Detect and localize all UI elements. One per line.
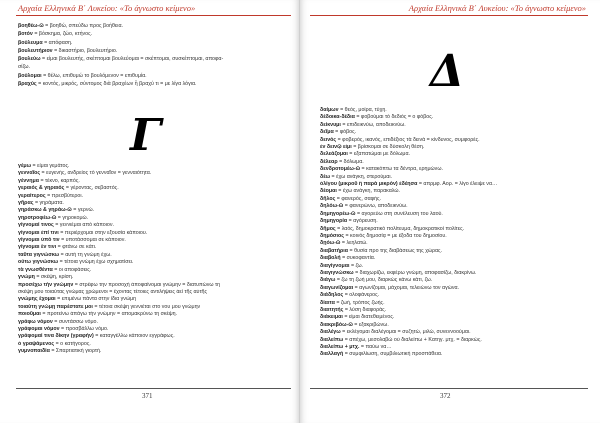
entry-term: γηράσκω & γηράω-ῶ [18, 207, 72, 214]
glossary-entry [320, 159, 590, 166]
glossary-entry [320, 300, 590, 307]
entry-definition: = συκοφαντία. [340, 255, 376, 262]
entry-definition: = φοβούμαι τὸ δεδιός = ο φόβος. [354, 114, 434, 121]
glossary-entry [320, 307, 590, 314]
entry-definition: = κοινός δημοσίᾳ = με έξοδα του δημοσίου. [344, 232, 447, 239]
glossary-entry [18, 237, 288, 244]
page-header-title: Αρχαία Ελληνικά Β΄ Λυκείου: «Το άγνωστο κείμενο» [18, 3, 196, 13]
glossary-entry [320, 218, 590, 225]
entry-definition: = φτάνω σε κάτι. [56, 244, 97, 251]
entry-definition: = είμαι διατεθειμένος. [342, 314, 395, 321]
entry-term: δείκνυμι [320, 121, 341, 128]
glossary-entry [320, 240, 590, 247]
glossary-entry [320, 226, 590, 233]
entry-definition: = λαός, δημοκρατικό πολίτευμα, δημοκρατικοί πολίτες. [335, 225, 465, 232]
entry-term: δέω [320, 173, 331, 180]
entry-definition: = ο κατήγορος. [54, 340, 91, 347]
entry-term: ταῦτα γιγνώσκω [18, 251, 60, 258]
entry-term: δηλόω-ῶ [320, 203, 344, 210]
entry-term: γενναῖος [18, 170, 41, 177]
entry-definition: σίζω. [18, 64, 31, 71]
page-header-title: Αρχαία Ελληνικά Β΄ Λυκείου: «Το άγνωστο κείμενο» [408, 3, 586, 13]
entry-term: δέομαι [320, 188, 337, 195]
entry-term: βραχύς [18, 81, 37, 88]
glossary-entry [18, 22, 288, 30]
entry-term: διαγίγνομαι [320, 262, 350, 269]
glossary-entry [18, 185, 288, 192]
entry-definition: = πρεσβύτεροι. [45, 192, 83, 199]
entry-term: γίγνομαι ἔν τινι [18, 244, 57, 251]
entry-term: γνώμη [18, 274, 35, 281]
entry-term: διάδηλος [320, 292, 344, 299]
header-rule [16, 15, 291, 16]
entry-definition: = εξακριβώνω. [352, 321, 389, 328]
entry-definition: = οι αποφάσεις. [52, 266, 92, 273]
glossary-entry [18, 80, 288, 88]
glossary-entry [18, 63, 288, 71]
entry-term: διάκειμαι [320, 314, 343, 321]
entry-definition: = είμαι γεμάτος. [31, 163, 70, 169]
glossary-entry [320, 337, 590, 344]
glossary-entry [18, 326, 288, 333]
entry-definition: = απρμφ. Αορ. = λίγο έλειψε να… [417, 181, 498, 188]
glossary-entry [18, 47, 288, 55]
glossary-entry [18, 230, 288, 237]
entry-definition: = απέχω, μεσολαβώ οὐ διαλείπω + Κατηγ. μτχ. = διαρκώς. [343, 336, 482, 343]
entry-definition: = έχω ανάγκη, στερούμαι. [330, 173, 393, 180]
entry-term: γράφομαι νόμον [18, 325, 60, 332]
entry-term: δαίμων [320, 107, 339, 113]
entry-definition: = ολοφάνερος. [343, 292, 380, 299]
entry-term: βούλευμα [18, 39, 43, 46]
entry-definition: = φόβος. [333, 129, 357, 136]
entry-term: διαλείπω + μτχ. [320, 344, 360, 350]
entry-term: διαγιγνώσκω [320, 269, 354, 276]
glossary-entry [320, 129, 590, 136]
entry-definition: = επιμένω πάντα στην ίδια γνώμη [55, 296, 137, 303]
footer-rule [16, 388, 291, 389]
entry-definition: = συντάσσω νόμο. [52, 318, 98, 325]
entry-term: δημηγορία [320, 218, 348, 225]
entry-definition: = εξαπατώμαι με δόλωμα. [347, 151, 411, 158]
entry-definition: = έχω ανάγκη, παρακαλώ. [336, 188, 400, 195]
entry-term: δημηγορέω-ῶ [320, 210, 356, 217]
glossary-entry [320, 181, 590, 188]
entry-term: δέλεαρ [320, 158, 338, 165]
header-rule [310, 15, 588, 16]
entry-definition: = θέλω, επιθυμώ το βουλόμενον = επιθυμία. [41, 72, 147, 79]
entry-definition: = βοηθώ, σπεύδω προς βοήθεια. [43, 23, 124, 29]
entry-term: διαλλαγή [320, 351, 344, 358]
beta-entries-list [18, 22, 288, 88]
glossary-entry [320, 322, 590, 329]
glossary-entry [320, 270, 590, 277]
entry-definition: = συμφιλίωση, συμβιλιωτική προσπάθεια. [343, 351, 443, 358]
entry-term: δεινός [320, 136, 337, 143]
glossary-entry [18, 296, 288, 303]
glossary-entry [320, 255, 590, 262]
entry-term: βουλεύω [18, 56, 41, 63]
glossary-entry [320, 144, 590, 151]
section-letter-delta: Δ [430, 46, 465, 97]
entry-definition: = προτείνω ἀπάγω τὴν γνώμην = απομακρύνω τη σκέψη. [40, 311, 178, 318]
glossary-entry [18, 341, 288, 348]
entry-term: βοτόν [18, 31, 33, 38]
entry-term: δῆλος [320, 195, 336, 202]
entry-definition: = γέροντας, σεβαστός. [64, 185, 119, 192]
entry-definition: = στρέφω την προσοχή ἀποφαίνομαι γνώμην = διατυπώνω τη [73, 281, 221, 288]
entry-term: ποιοῦμαι [18, 311, 41, 318]
glossary-entry [320, 285, 590, 292]
entry-definition: = αγωνίζομαι, μάχομαι, τελειώνω τον αγώνα. [353, 284, 460, 291]
entry-definition: = δικαστήριο, βουλευτήριο. [52, 47, 118, 54]
glossary-entry [18, 244, 288, 251]
entry-definition: = γεννιέμαι από κάποιον. [53, 222, 114, 229]
entry-term: βούλομαι [18, 72, 42, 79]
entry-definition: = λεηλατώ. [340, 240, 368, 247]
glossary-entry [18, 55, 288, 63]
entry-definition: = βρίσκομαι σε δύσκολη θέση. [351, 144, 425, 151]
entry-definition: = απόφαση. [42, 39, 73, 46]
entry-definition: = γερνώ. [71, 207, 95, 214]
entry-term: ὁ γραψάμενος [18, 340, 55, 347]
glossary-entry [320, 196, 590, 203]
entry-definition: = γηροκομώ. [56, 214, 89, 221]
glossary-entry [18, 267, 288, 274]
entry-definition: = θεός, μοίρα, τύχη. [338, 107, 387, 113]
entry-term: διαιτητής [320, 306, 344, 313]
entry-definition: = ζω τη ζωή μου, διαρκώς κάνω κάτι, ζω. [335, 277, 433, 284]
right-page [300, 0, 600, 423]
entry-definition: = φοβερός, ικανός, επιδέξιος τὰ δεινά = κίνδυνος, συμφορές. [336, 136, 480, 143]
entry-term: διαγωνίζομαι [320, 284, 354, 291]
entry-term: γέμω [18, 163, 32, 169]
glossary-entry [320, 166, 590, 173]
glossary-entry [18, 304, 288, 311]
entry-term: διακριβόω-ῶ [320, 321, 353, 328]
glossary-entry [320, 248, 590, 255]
glossary-entry [18, 348, 288, 355]
glossary-entry [18, 193, 288, 200]
entry-definition: = επιδεικνύω, αποδεικνύω. [340, 121, 406, 128]
entry-definition: = ζω. [349, 262, 364, 269]
entry-term: βοηθέω-ῶ [18, 23, 44, 29]
entry-definition: = κατακόπτω τα δέντρα, ερημώνω. [360, 166, 443, 173]
entry-definition: = ευγενής, ανδρείος τὸ γενναῖον = γενναιότητα. [40, 170, 152, 177]
glossary-entry [320, 151, 590, 158]
entry-term: δέδοικα-δέδια [320, 114, 355, 121]
entry-definition: = φανερώνω, αποδεικνύω. [343, 203, 408, 210]
entry-term: διαλέγω [320, 329, 341, 336]
entry-term: διαβολή [320, 255, 341, 262]
glossary-entry [18, 170, 288, 177]
entry-definition: = παύω να… [359, 344, 392, 350]
glossary-entry [18, 333, 288, 340]
entry-term: προσέχω τὴν γνώμην [18, 281, 74, 288]
glossary-entry [320, 114, 590, 121]
entry-definition: = καταγγέλλω κάποιον εγγράφως. [93, 333, 175, 340]
glossary-entry [320, 329, 590, 336]
glossary-entry [18, 200, 288, 207]
entry-definition: = είμαι βουλευτής, σκέπτομαι βουλεύομαι = σκέπτομαι, συσκέπτομαι, αποφα- [40, 56, 224, 63]
entry-definition: = λύση διαφοράς. [343, 306, 387, 313]
glossary-entry [18, 319, 288, 326]
entry-definition: = εκλέγομαι διαλέγομαι = συζητώ, μιλώ, συνεννοούμαι. [340, 329, 471, 336]
glossary-entry [320, 122, 590, 129]
entry-term: βουλευτήριον [18, 47, 53, 54]
entry-definition: = διαχωρίζω, εκφέρω γνώμη, αποφασίζω, διακρίνω. [353, 269, 477, 276]
entry-term: γίγνομαι ὑπό τιν [18, 237, 60, 244]
entry-term: δελεάζομαι [320, 151, 348, 158]
entry-definition: = δόλωμα. [337, 158, 364, 165]
entry-definition: = βόσκημα, ζώο, κτήνος. [32, 31, 93, 38]
glossary-entry [18, 222, 288, 229]
entry-definition: = φανερός, σαφής. [335, 195, 382, 202]
entry-term: γράφομαί τινα δίκην (γραφήν) [18, 333, 94, 340]
glossary-entry [320, 137, 590, 144]
glossary-entry [18, 39, 288, 47]
glossary-entry [18, 72, 288, 80]
entry-term: γυμνοπαιδία [18, 348, 50, 355]
glossary-entry [320, 203, 590, 210]
entry-term: γίγνομαί τινος [18, 222, 54, 229]
entry-definition: = αγόρευση. [347, 218, 378, 225]
entry-term: γηροτροφέω-ῶ [18, 214, 57, 221]
entry-definition: = περιέρχομαι στην εξουσία κάποιου. [58, 229, 148, 236]
entry-term: διαβατήρια [320, 247, 349, 254]
entry-term: διαλείπω [320, 336, 344, 343]
delta-entries-list [320, 107, 590, 359]
glossary-entry [18, 259, 288, 266]
entry-definition: = τέτοια γνώμη έχω σχηματίσει. [58, 259, 134, 266]
entry-definition: = κοντός, μικρός, σύντομος διὰ βραχέων ἢ βραχύ τι = με λίγα λόγια. [36, 81, 197, 88]
glossary-entry [18, 282, 288, 289]
entry-term: ἐν δεινῷ εἰμι [320, 144, 352, 151]
glossary-entry [18, 311, 288, 318]
entry-term: ὀλίγου (μικροῦ ἢ παρὰ μικρὸν) ἐδέησα [320, 181, 418, 188]
glossary-entry [18, 30, 288, 38]
entry-term: δημόσιος [320, 232, 345, 239]
entry-definition: = σκέψη, κρίση. [34, 274, 74, 281]
entry-term: γεραιός & γηραιός [18, 185, 65, 192]
page-number-right: 372 [440, 392, 451, 400]
glossary-entry [320, 263, 590, 270]
entry-term: γράφω νόμον [18, 318, 53, 325]
glossary-entry [18, 207, 288, 214]
glossary-entry [320, 188, 590, 195]
entry-definition: = αγορεύω στη συνέλευση του λαού. [355, 210, 443, 217]
entry-term: δῃόω-ῶ [320, 240, 341, 247]
glossary-entry [320, 107, 590, 114]
glossary-entry [320, 292, 590, 299]
entry-definition: = τέτοια σκέψη γεννιέται στο νου μου γνώμην [92, 303, 201, 310]
entry-term: δεῖμα [320, 129, 334, 136]
entry-definition: σκέψη μου τοιαύτας γνώμας χρώμενοι = έχοντας τέτοιες αντιλήψεις ἀεὶ τῆς αὐτῆς [18, 288, 208, 295]
entry-term: δίαιτα [320, 299, 335, 306]
entry-term: δενδροτομέω-ῶ [320, 166, 361, 173]
glossary-entry [320, 233, 590, 240]
entry-definition: = γηράματα. [33, 200, 64, 207]
glossary-entry [320, 351, 590, 358]
entry-term: τὰ γνωσθέντα [18, 266, 53, 273]
entry-term: τοιαύτη γνώμῃ παρέστατε μοι [18, 303, 93, 310]
page-number-left: 371 [142, 392, 153, 400]
glossary-entry [320, 344, 590, 351]
glossary-entry [18, 215, 288, 222]
entry-term: γεραίτερος [18, 192, 46, 199]
glossary-entry [18, 178, 288, 185]
glossary-entry [320, 174, 590, 181]
glossary-entry [18, 274, 288, 281]
glossary-entry [18, 289, 288, 296]
entry-definition: = θυσία προ της διαβάσεως της χώρας. [348, 247, 443, 254]
glossary-entry [320, 211, 590, 218]
gamma-entries-list [18, 163, 288, 356]
footer-rule [310, 388, 588, 389]
glossary-entry [18, 163, 288, 170]
entry-definition: = Σπαρτιατική γιορτή. [49, 348, 102, 355]
glossary-entry [320, 277, 590, 284]
entry-term: διάγω [320, 277, 336, 284]
entry-term: γέννημα [18, 177, 39, 184]
section-letter-gamma: Γ [130, 110, 162, 161]
entry-term: δῆμος [320, 225, 336, 232]
entry-definition: = υποτάσσομαι σε κάποιον. [59, 237, 126, 244]
glossary-entry [320, 314, 590, 321]
entry-definition: = αυτή τη γνώμη έχω. [59, 251, 112, 258]
entry-term: γίγνομαι ἐπί τινι [18, 229, 59, 236]
entry-definition: = τέκνο, καρπός. [38, 177, 80, 184]
entry-term: γνώμης ἔχομαι [18, 296, 56, 303]
entry-term: γῆρας [18, 200, 34, 207]
entry-definition: = ζωή, τρόπος ζωής. [334, 299, 385, 306]
glossary-entry [18, 252, 288, 259]
entry-definition: = προσβάλλω νόμο. [59, 325, 109, 332]
entry-term: οὕτω γιγνώσκω [18, 259, 59, 266]
